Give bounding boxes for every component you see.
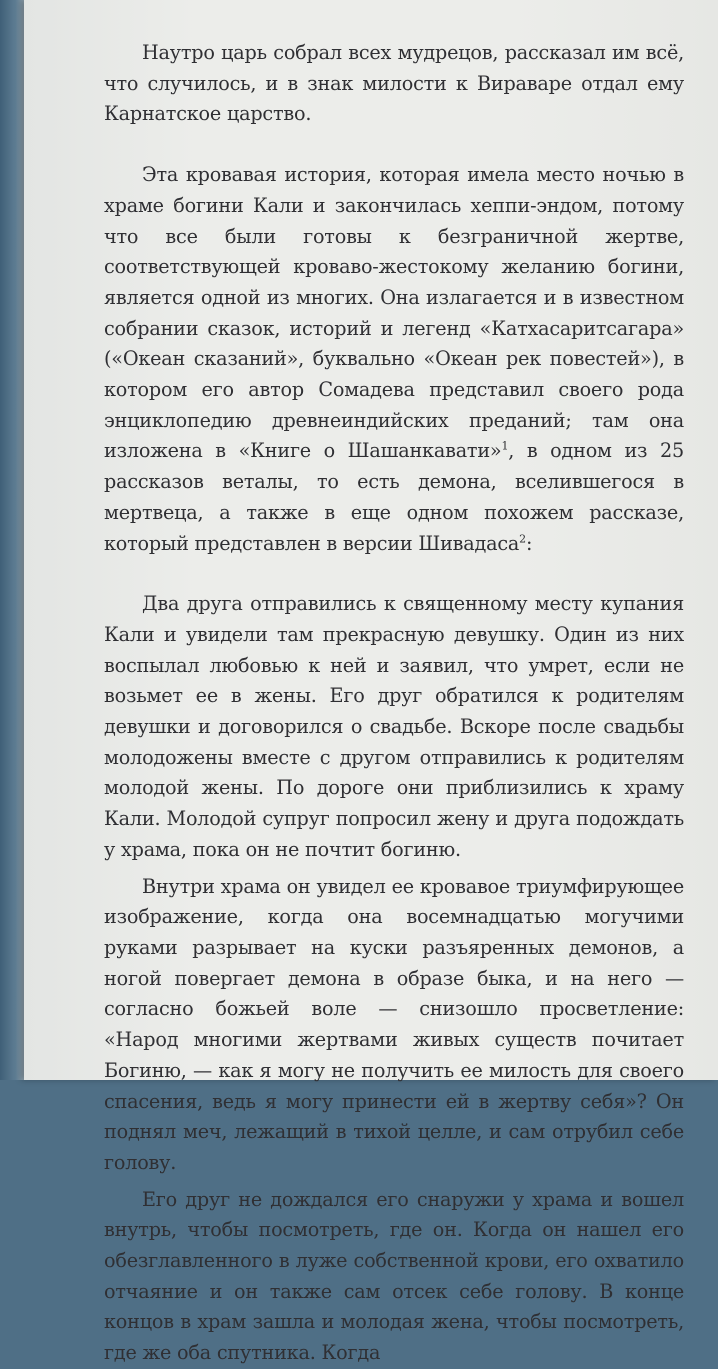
footnote-ref-2[interactable]: 2 bbox=[519, 532, 526, 546]
footnote-ref-1[interactable]: 1 bbox=[501, 440, 509, 454]
commentary-text-part-3: : bbox=[525, 531, 533, 555]
commentary-text-part-1: Эта кровавая история, которая имела место ночью в храме богини Кали и закончилась хеппи-эндом, потому что все были готовы к безграничной жертве, соответствующей кроваво-жестокому желанию богини, является одной из многих. Она излагается и в известном собрании сказок, историй и легенд «Катхасаритсагара» («Океан сказаний», буквально «Океан рек повестей»), в котором его автор Сомадева представил своего рода энциклопедию древнеиндийских преданий; там она изложена в «Книге о Шашанкавати» bbox=[104, 163, 684, 463]
paragraph-intro: Наутро царь собрал всех мудрецов, рассказал им всё, что случилось, и в знак милости к Вираваре отдал ему Карнатское царство. bbox=[104, 41, 684, 126]
book-page bbox=[24, 0, 718, 1365]
paragraph-story-commentary bbox=[104, 160, 684, 559]
paragraph-inside-temple: Внутри храма он увидел ее кровавое триумфирующее изображение, когда она восемнадцатью могучими руками разрывает на куски разъяренных демонов, а ногой повергает демона в образе быка, и на него — согласно божьей воле — снизошло просветление: «Народ многими жертвами живых существ почитает Богиню, — как я могу не получить ее милость для своего спасения, ведь я могу принести ей в жертву себя»? Он поднял меч, лежащий в тихой целле, и сам отрубил себе голову. bbox=[104, 874, 684, 1174]
book-page-edge bbox=[0, 0, 26, 1080]
paragraph-friend-enters: Его друг не дождался его снаружи у храма и вошел внутрь, чтобы посмотреть, где он. Когда он нашел его обезглавленного в луже собственной крови, его охватило отчаяние и он также сам отсек себе голову. В конце концов в храм зашла и молодая жена, чтобы посмотреть, где же оба спутника. Когда bbox=[104, 1187, 684, 1365]
page-text bbox=[104, 38, 684, 1369]
paragraph-two-friends: Два друга отправились к священному месту купания Кали и увидели там прекрасную девушку. Один из них воспылал любовью к ней и заявил, что умрет, если не возьмет ее в жены. Его друг обратился к родителям девушки и договорился о свадьбе. Вскоре после свадьбы молодожены вместе с другом отправились к родителям молодой жены. По дороге они приблизились к храму Кали. Молодой супруг попросил жену и друга подождать у храма, пока он не почтит богиню. bbox=[104, 592, 684, 861]
commentary-text-part-2: , в одном из 25 рассказов веталы, то есть демона, вселившегося в мертвеца, а также в еще одном похожем рассказе, который представлен в версии Шивадаса bbox=[104, 439, 684, 555]
